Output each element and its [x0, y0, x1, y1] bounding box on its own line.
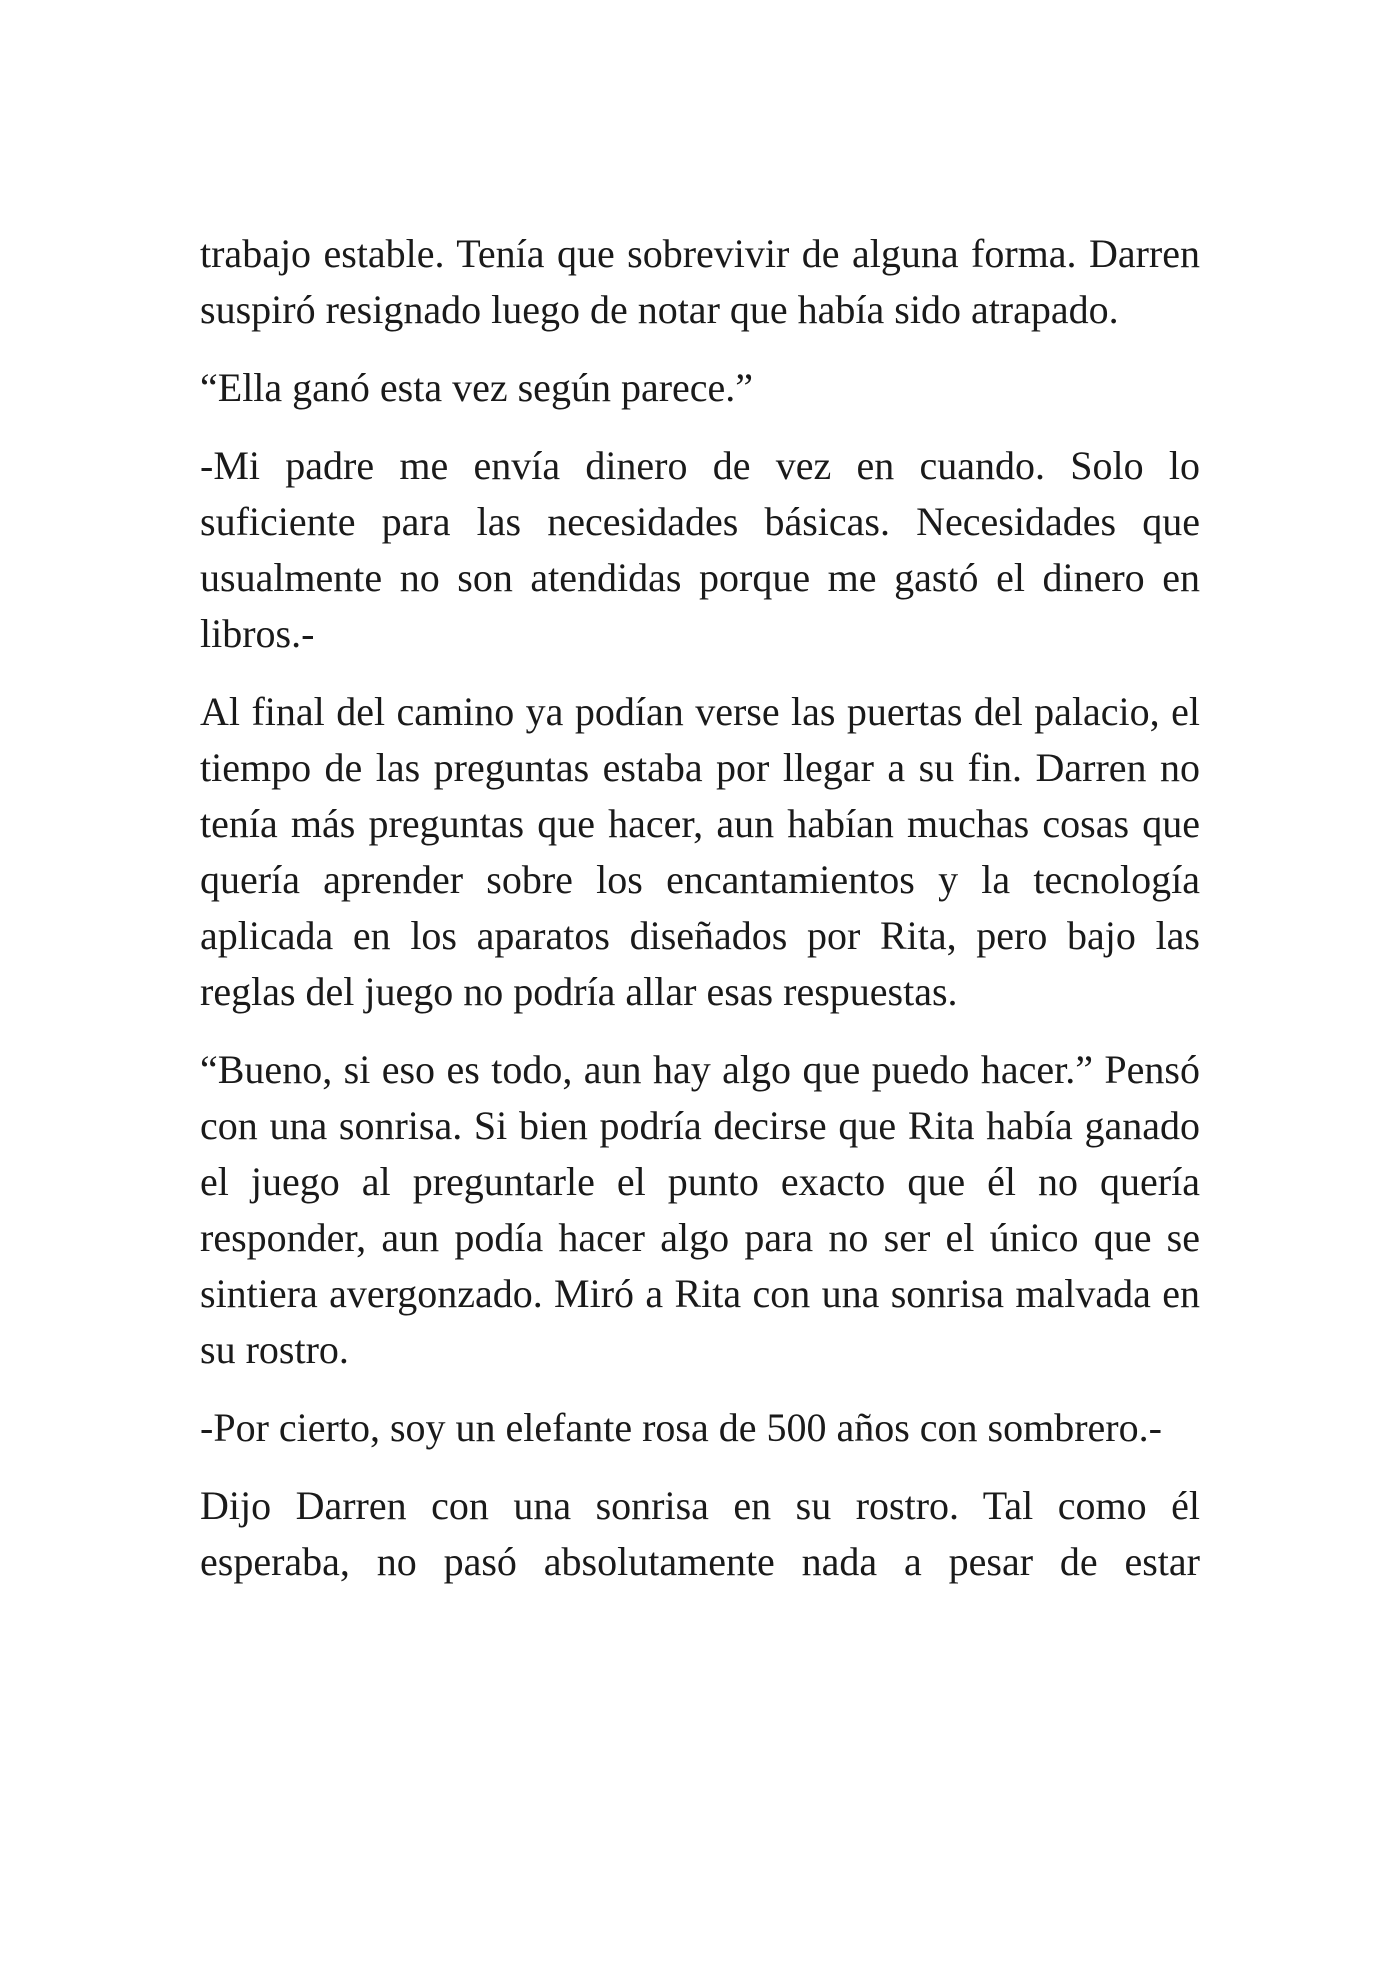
- paragraph: Al final del camino ya podían verse las puertas del palacio, el tiempo de las preguntas estaba por llegar a su fin. Darren no tenía más preguntas que hacer, aun habían muchas cosas que quería aprender sobre los encantamientos y la tecnología aplicada en los aparatos diseñados por Rita, pero bajo las reglas del juego no podría allar esas respuestas.: [200, 689, 1200, 1014]
- paragraph: Dijo Darren con una sonrisa en su rostro. Tal como él esperaba, no pasó absolutamente nada a pesar de estar: [200, 1483, 1200, 1584]
- paragraph: -Por cierto, soy un elefante rosa de 500 años con sombrero.-: [200, 1405, 1162, 1450]
- paragraph: -Mi padre me envía dinero de vez en cuando. Solo lo suficiente para las necesidades básicas. Necesidades que usualmente no son atendidas porque me gastó el dinero en libros.-: [200, 443, 1200, 656]
- paragraph: trabajo estable. Tenía que sobrevivir de alguna forma. Darren suspiró resignado luego de notar que había sido atrapado.: [200, 231, 1200, 332]
- paragraph: “Ella ganó esta vez según parece.”: [200, 365, 754, 410]
- paragraph: “Bueno, si eso es todo, aun hay algo que puedo hacer.” Pensó con una sonrisa. Si bien podría decirse que Rita había ganado el juego al preguntarle el punto exacto que él no quería responder, aun podía hacer algo para no ser el único que se sintiera avergonzado. Miró a Rita con una sonrisa malvada en su rostro.: [200, 1047, 1200, 1372]
- page-body: [200, 226, 1200, 1612]
